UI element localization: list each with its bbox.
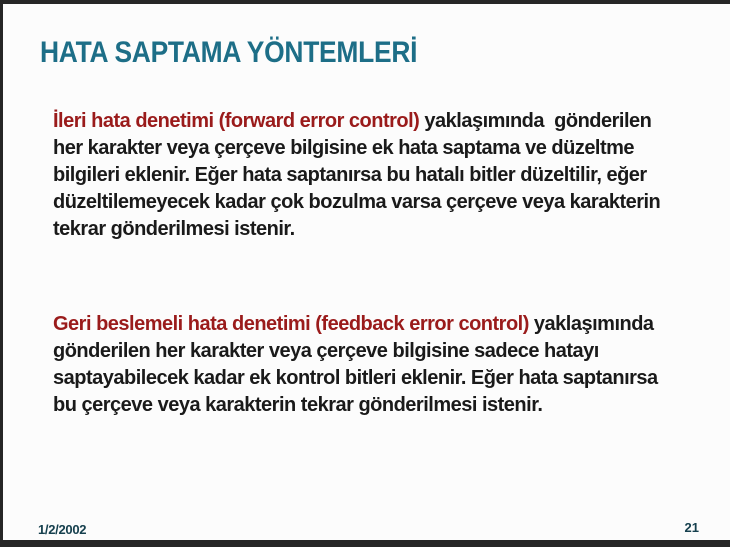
paragraph-forward-error-control	[53, 108, 681, 243]
paragraph-feedback-error-control	[53, 311, 681, 419]
paragraph-body: yaklaşımında gönderilen her karakter veya çerçeve bilgisine sadece hatayı saptayabilecek kadar ek kontrol bitleri eklenir. Eğer hata saptanırsa bu çerçeve veya karakterin tekrar gönderilmesi istenir.	[53, 313, 663, 416]
paragraph-highlight: İleri hata denetimi (forward error control)	[53, 110, 420, 132]
paragraph-highlight: Geri beslemeli hata denetimi (feedback error control)	[53, 313, 529, 335]
footer-date: 1/2/2002	[38, 522, 87, 537]
slide-body	[53, 108, 681, 419]
paragraph-body: yaklaşımında gönderilen her karakter veya çerçeve bilgisine ek hata saptama ve düzeltme bilgileri eklenir. Eğer hata saptanırsa bu hatalı bitler düzeltilir, eğer düzeltilemeyecek kadar çok bozulma varsa çerçeve veya karakterin tekrar gönderilmesi istenir.	[53, 110, 666, 240]
slide-title: HATA SAPTAMA YÖNTEMLERİ	[40, 36, 418, 69]
page-number: 21	[684, 520, 699, 535]
